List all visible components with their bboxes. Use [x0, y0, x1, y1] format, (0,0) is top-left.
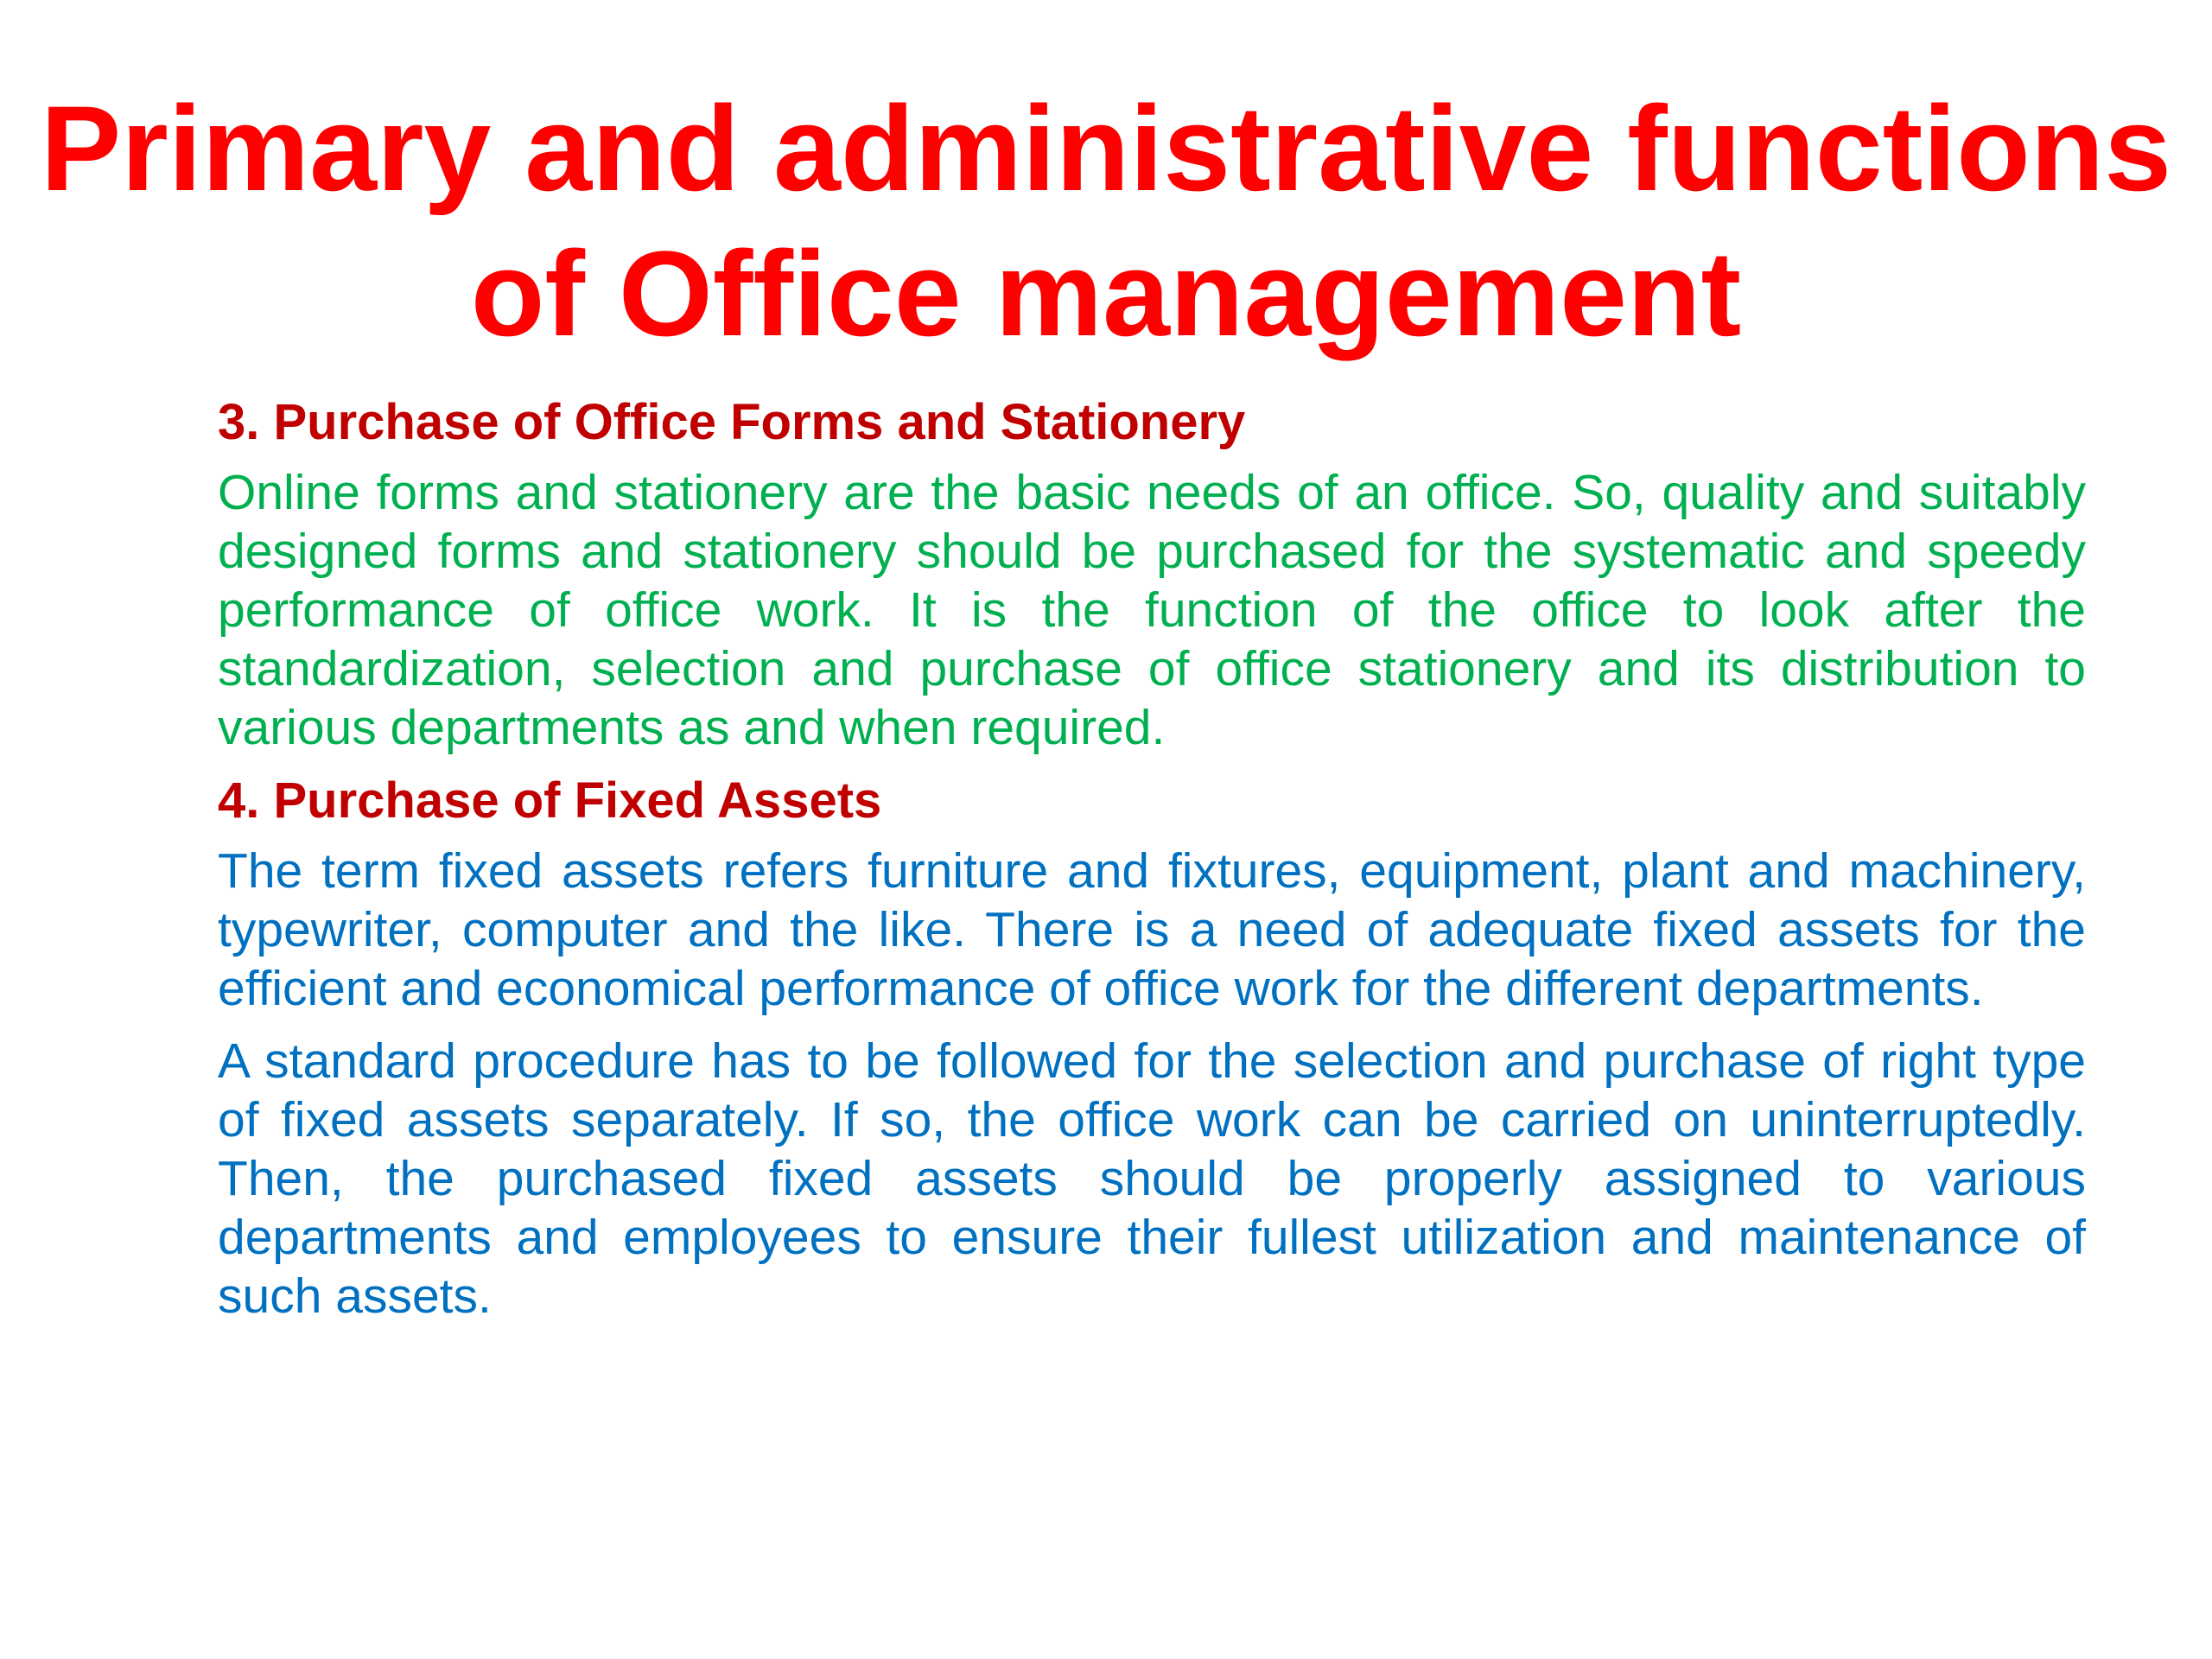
- title-line-2: of Office management: [470, 226, 1742, 361]
- section-fixed-assets: [218, 769, 2086, 1325]
- section-paragraph: A standard procedure has to be followed for the selection and purchase of right type of fixed assets separately. If so, the office work can be carried on uninterruptedly. Then, the purchased fixed assets should be properly assigned to various departments and employees to ensure their fullest utilization and maintenance of such assets.: [218, 1033, 2086, 1324]
- title-line-1: Primary and administrative functions: [40, 80, 2172, 216]
- section-heading: 4. Purchase of Fixed Assets: [218, 772, 882, 829]
- section-heading: 3. Purchase of Office Forms and Stationery: [218, 394, 1246, 450]
- slide-body: [218, 391, 2086, 1325]
- slide-title: [0, 76, 2212, 366]
- section-office-forms-stationery: [218, 391, 2086, 757]
- section-paragraph: Online forms and stationery are the basic needs of an office. So, quality and suitably designed forms and stationery should be purchased for the systematic and speedy performance of office work. It is the function of the office to look after the standardization, selection and purchase of office stationery and its distribution to various departments as and when required.: [218, 465, 2086, 755]
- section-paragraph: The term fixed assets refers furniture and fixtures, equipment, plant and machinery, typewriter, computer and the like. There is a need of adequate fixed assets for the efficient and economical performance of office work for the different departments.: [218, 843, 2086, 1016]
